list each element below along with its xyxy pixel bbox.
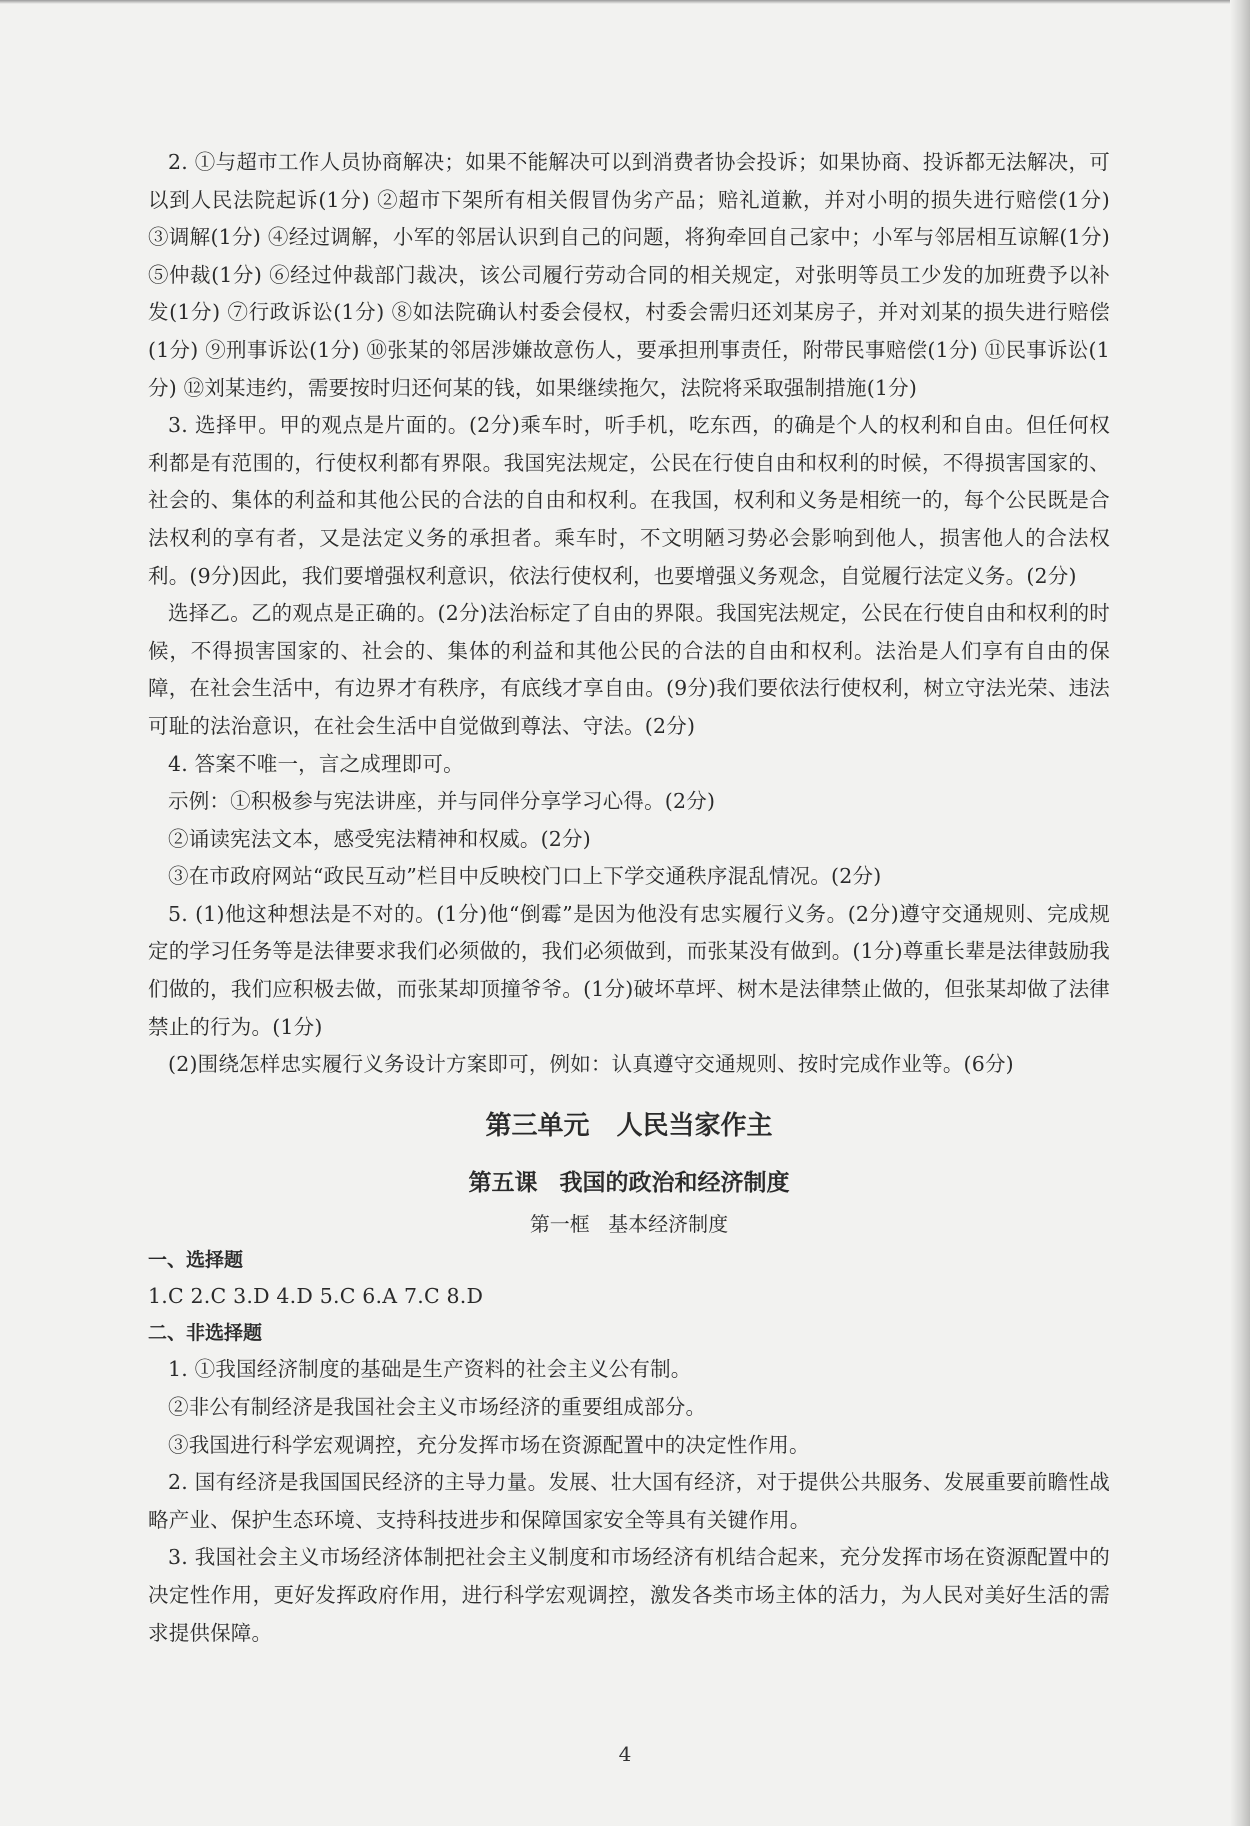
answer-paragraph: 选择乙。乙的观点是正确的。(2分)法治标定了自由的界限。我国宪法规定，公民在行使自由和权利的时候，不得损害国家的、社会的、集体的利益和其他公民的合法的自由和权利。法治是人们享有自由的保障，在社会生活中，有边界才有秩序，有底线才享自由。(9分)我们要依法行使权利，树立守法光荣、违法可耻的法治意识，在社会生活中自觉做到尊法、守法。(2分) xyxy=(148,601,1110,738)
section-heading-nonchoice: 二、非选择题 xyxy=(148,1322,263,1345)
choice-answers: 1.C 2.C 3.D 4.D 5.C 6.A 7.C 8.D xyxy=(148,1283,484,1308)
answer-paragraph: 2. ①与超市工作人员协商解决；如果不能解决可以到消费者协会投诉；如果协商、投诉都无法解决，可以到人民法院起诉(1分) ②超市下架所有相关假冒伪劣产品；赔礼道歉，并对小明的损失进行赔偿(1分) ③调解(1分) ④经过调解，小军的邻居认识到自己的问题，将狗牵回自己家中；小军与邻居相互谅解(1分) ⑤仲裁(1分) ⑥经过仲裁部门裁决，该公司履行劳动合同的相关规定，对张明等员工少发的加班费予以补发(1分) ⑦行政诉讼(1分) ⑧如法院确认村委会侵权，村委会需归还刘某房子，并对刘某的损失进行赔偿(1分) ⑨刑事诉讼(1分) ⑩张某的邻居涉嫌故意伤人，要承担刑事责任，附带民事赔偿(1分) ⑪民事诉讼(1分) ⑫刘某违约，需要按时归还何某的钱，如果继续拖欠，法院将采取强制措施(1分) xyxy=(148,150,1110,400)
answer-paragraph: ②诵读宪法文本，感受宪法精神和权威。(2分) xyxy=(168,826,591,851)
page-number: 4 xyxy=(618,1742,632,1766)
scan-right-edge xyxy=(1230,0,1250,1826)
answer-paragraph: 4. 答案不唯一，言之成理即可。 xyxy=(168,751,464,776)
page-content xyxy=(148,144,1110,1652)
answer-paragraph: ②非公有制经济是我国社会主义市场经济的重要组成部分。 xyxy=(168,1395,707,1420)
answer-paragraph: 3. 选择甲。甲的观点是片面的。(2分)乘车时，听手机，吃东西，的确是个人的权利和自由。但任何权利都是有范围的，行使权利都有界限。我国宪法规定，公民在行使自由和权利的时候，不得损害国家的、社会的、集体的利益和其他公民的合法的自由和权利。在我国，权利和义务是相统一的，每个公民既是合法权利的享有者，又是法定义务的承担者。乘车时，不文明陋习势必会影响到他人，损害他人的合法权利。(9分)因此，我们要增强权利意识，依法行使权利，也要增强义务观念，自觉履行法定义务。(2分) xyxy=(148,413,1110,588)
frame-title: 第一框 基本经济制度 xyxy=(529,1211,729,1236)
unit-title: 第三单元 人民当家作主 xyxy=(485,1110,773,1141)
answer-paragraph: ③我国进行科学宏观调控，充分发挥市场在资源配置中的决定性作用。 xyxy=(168,1432,810,1457)
answer-paragraph: 5. (1)他这种想法是不对的。(1分)他“倒霉”是因为他没有忠实履行义务。(2分)遵守交通规则、完成规定的学习任务等是法律要求我们必须做的，我们必须做到，而张某没有做到。(1分)尊重长辈是法律鼓励我们做的，我们应积极去做，而张某却顶撞爷爷。(1分)破坏草坪、树木是法律禁止做的，但张某却做了法律禁止的行为。(1分) xyxy=(148,901,1110,1039)
lesson-title: 第五课 我国的政治和经济制度 xyxy=(468,1168,790,1196)
section-heading-choice: 一、选择题 xyxy=(148,1248,244,1271)
scan-top-edge xyxy=(0,0,1250,4)
answer-paragraph: 2. 国有经济是我国国民经济的主导力量。发展、壮大国有经济，对于提供公共服务、发展重要前瞻性战略产业、保护生态环境、支持科技进步和保障国家安全等具有关键作用。 xyxy=(148,1470,1110,1532)
answer-paragraph: (2)围绕怎样忠实履行义务设计方案即可，例如：认真遵守交通规则、按时完成作业等。(6分) xyxy=(168,1052,1014,1077)
answer-paragraph: 3. 我国社会主义市场经济体制把社会主义制度和市场经济有机结合起来，充分发挥市场在资源配置中的决定性作用，更好发挥政府作用，进行科学宏观调控，激发各类市场主体的活力，为人民对美好生活的需求提供保障。 xyxy=(148,1545,1110,1645)
answer-paragraph: ③在市政府网站“政民互动”栏目中反映校门口上下学交通秩序混乱情况。(2分) xyxy=(168,864,882,889)
answer-paragraph: 1. ①我国经济制度的基础是生产资料的社会主义公有制。 xyxy=(168,1357,692,1382)
answer-paragraph: 示例：①积极参与宪法讲座，并与同伴分享学习心得。(2分) xyxy=(168,789,716,814)
